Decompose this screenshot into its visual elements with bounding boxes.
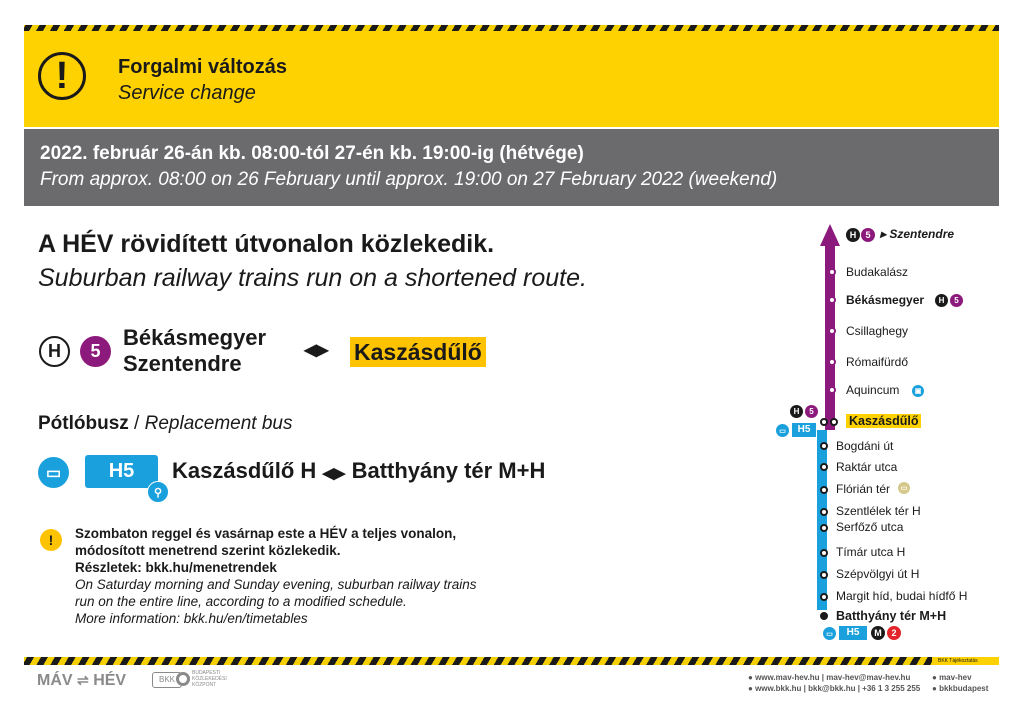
route-origin [123, 325, 266, 377]
h-badge: H [846, 228, 860, 242]
station-serfozo-utca: Serfőző utca [836, 520, 904, 534]
hev-line [825, 245, 835, 430]
bus-icon: ▭ [823, 627, 836, 640]
route-terminus: Kaszásdűlő [350, 337, 486, 367]
station-dot [820, 442, 828, 450]
station-margit-hid: Margit híd, budai hídfő H [836, 589, 968, 603]
station-dot [820, 593, 828, 601]
replacement-from: Kaszásdűlő H [172, 458, 317, 483]
notice-en-1: On Saturday morning and Sunday evening, suburban railway trains [75, 577, 477, 592]
headline-hu: A HÉV rövidített útvonalon közlekedik. [38, 230, 495, 258]
station-raktar-utca: Raktár utca [836, 460, 898, 474]
station-bogdani-ut: Bogdáni út [836, 439, 894, 453]
bus-line [817, 430, 827, 610]
station-szentlelek-ter: Szentlélek tér H [836, 504, 921, 518]
bidirectional-arrow-icon: ◀▶ [322, 465, 346, 482]
h-badge: H [935, 294, 948, 307]
h5-bus-badge: H5 [839, 626, 867, 640]
replacement-label-en: Replacement bus [144, 413, 293, 434]
line-5-badge: 5 [805, 405, 818, 418]
date-banner [24, 129, 999, 206]
metro-badge: M [871, 626, 885, 640]
route-origin-2: Szentendre [123, 351, 242, 376]
bus-icon: ▭ [38, 457, 69, 488]
facebook-bkk-link[interactable]: bkkbudapest [939, 684, 989, 693]
contact-info [748, 672, 920, 694]
contact-mav-link[interactable]: www.mav-hev.hu | mav-hev@mav-hev.hu [755, 673, 911, 682]
station-dot [828, 268, 836, 276]
station-dot [830, 418, 838, 426]
facebook-mav-link[interactable]: mav-hev [939, 673, 972, 682]
bkk-logo-ring-icon [176, 672, 190, 686]
date-hu: 2022. február 26-án kb. 08:00-tól 27-én kb. 19:00-ig (hétvége) [40, 143, 584, 164]
station-bekasmegyer [846, 293, 924, 307]
station-dot [820, 418, 828, 426]
line-5-badge: 5 [80, 336, 111, 367]
social-bkk[interactable]: ● bkkbudapest [932, 684, 989, 693]
station-dot [820, 571, 828, 579]
arrow-up-icon [820, 224, 840, 246]
station-batthyany-ter: Batthyány tér M+H [836, 609, 947, 623]
station-dot [828, 358, 836, 366]
station-dot [820, 549, 828, 557]
exclamation-icon: ! [38, 52, 86, 100]
h5-bus-badge: H5 [792, 423, 816, 437]
social-mav[interactable]: ● mav-hev [932, 673, 972, 682]
bkk-sub-3: KÖZPONT [192, 682, 217, 688]
bkk-tag: BKK Tájékoztatás [932, 657, 999, 665]
replacement-label [38, 413, 293, 435]
h5-bus-badge: H5 [85, 455, 158, 488]
station-kaszasdulo: Kaszásdűlő [846, 414, 921, 428]
replacement-route [172, 458, 545, 484]
station-florian-ter: Flórián tér [836, 482, 891, 496]
hazard-stripe-top [24, 25, 999, 31]
station-budakalasz: Budakalász [846, 265, 909, 279]
bkk-sub-1: BUDAPESTI [192, 670, 221, 676]
contact-mav[interactable]: ● www.mav-hev.hu | mav-hev@mav-hev.hu [748, 673, 911, 682]
social-info [932, 672, 988, 694]
bkk-subtitle [192, 670, 227, 688]
bkk-sub-2: KÖZLEKEDÉSI [192, 676, 227, 682]
station-csillaghegy: Csillaghegy [846, 324, 909, 338]
route-origin-1: Békásmegyer [123, 325, 267, 350]
bkk-logo: BKK [152, 672, 182, 688]
top-destination: ▸ Szentendre [880, 227, 955, 241]
metro-2-badge: 2 [887, 626, 901, 640]
replacement-to: Batthyány tér M+H [351, 458, 546, 483]
date-en: From approx. 08:00 on 26 February until approx. 19:00 on 27 February 2022 (weekend) [40, 169, 778, 190]
logo-mav: MÁV [37, 672, 73, 689]
station-romaifurdo: Rómaifürdő [846, 355, 909, 369]
notice-text [75, 525, 477, 627]
hev-h-badge: H [39, 336, 70, 367]
notice-hu-1: Szombaton reggel és vasárnap este a HÉV a teljes vonalon, [75, 526, 457, 541]
station-dot [820, 508, 828, 516]
station-dot [828, 296, 836, 304]
separator: / [128, 413, 145, 434]
hazard-stripe-bottom [24, 657, 944, 665]
station-dot [828, 386, 836, 394]
rail-icon: ▭ [898, 482, 910, 494]
notice-en-link[interactable]: More information: bkk.hu/en/timetables [75, 611, 308, 626]
station-aquincum: Aquincum [846, 383, 900, 397]
title-hu: Forgalmi változás [118, 56, 287, 78]
bicycle-icon: ⚲ [147, 481, 169, 503]
bidirectional-arrow-icon: ◀▶ [304, 342, 329, 359]
replacement-label-hu: Pótlóbusz [38, 413, 129, 434]
notice-hu-2: módosított menetrend szerint közlekedik. [75, 543, 341, 558]
contact-bkk[interactable]: ● www.bkk.hu | bkk@bkk.hu | +36 1 3 255 255 [748, 684, 921, 693]
bus-icon: ▭ [776, 424, 789, 437]
station-dot [820, 486, 828, 494]
station-label: Békásmegyer [846, 293, 925, 307]
contact-bkk-link[interactable]: www.bkk.hu | bkk@bkk.hu | +36 1 3 255 255 [755, 684, 921, 693]
logo-hev: HÉV [93, 672, 127, 689]
warning-icon: ! [40, 529, 62, 551]
h-badge: H [790, 405, 803, 418]
line-5-badge: 5 [861, 228, 875, 242]
station-timar-utca: Tímár utca H [836, 545, 906, 559]
top-destination-label: Szentendre [889, 227, 955, 241]
station-dot [820, 463, 828, 471]
line-5-badge: 5 [950, 294, 963, 307]
station-dot [820, 524, 828, 532]
notice-en-2: run on the entire line, according to a modified schedule. [75, 594, 407, 609]
terminus-dot [820, 612, 828, 620]
title-en: Service change [118, 82, 256, 104]
mav-hev-logo: MÁV ⇌ HÉV [37, 672, 127, 689]
headline-en: Suburban railway trains run on a shortened route. [38, 264, 587, 292]
tram-icon: ▣ [912, 385, 924, 397]
notice-hu-link[interactable]: Részletek: bkk.hu/menetrendek [75, 560, 277, 575]
station-dot [828, 327, 836, 335]
station-szepvolgyi-ut: Szépvölgyi út H [836, 567, 920, 581]
